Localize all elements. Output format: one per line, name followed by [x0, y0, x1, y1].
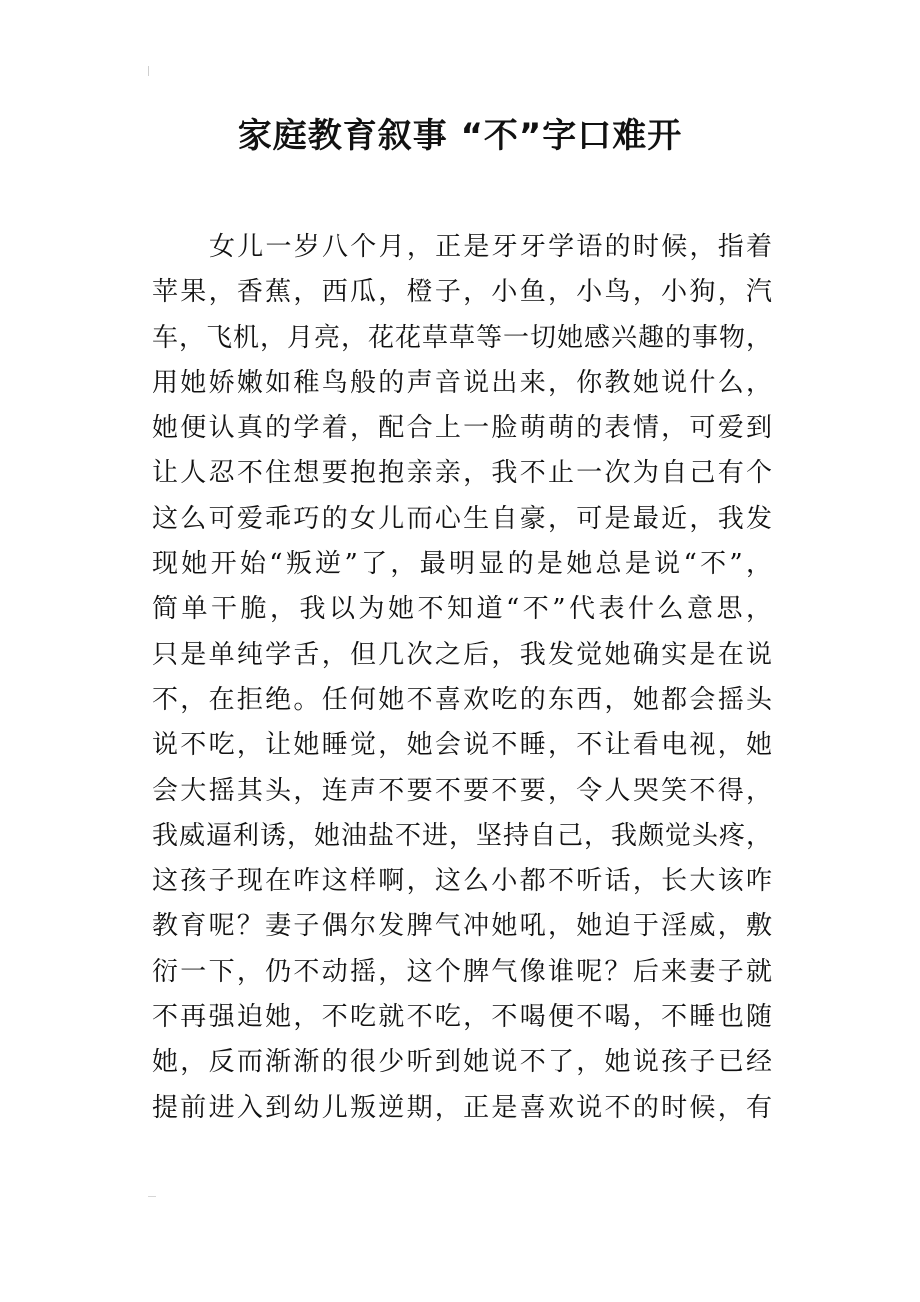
text-line: 简单干脆，我以为她不知道“不”代表什么意思， [152, 594, 772, 625]
text-line: 现她开始“叛逆”了，最明显的是她总是说“不”， [152, 549, 772, 580]
text-line: 不，在拒绝。任何她不喜欢吃的东西，她都会摇头 [152, 684, 772, 715]
text-line: 这么可爱乖巧的女儿而心生自豪，可是最近，我发 [152, 503, 772, 534]
body-paragraph [152, 225, 772, 1131]
document-title: 家庭教育叙事 “不”字口难开 [237, 116, 683, 156]
crop-mark-top [148, 66, 155, 76]
text-line: 车，飞机，月亮，花花草草等一切她感兴趣的事物， [152, 322, 772, 353]
text-line: 提前进入到幼儿叛逆期，正是喜欢说不的时候，有 [152, 1092, 772, 1123]
text-line: 只是单纯学舌，但几次之后，我发觉她确实是在说 [152, 639, 772, 670]
text-line: 女儿一岁八个月，正是牙牙学语的时候，指着 [209, 232, 772, 262]
text-line: 她便认真的学着，配合上一脸萌萌的表情，可爱到 [152, 413, 772, 444]
crop-mark-bottom [148, 1190, 156, 1197]
text-line: 说不吃，让她睡觉，她会说不睡，不让看电视，她 [152, 730, 772, 761]
text-line: 会大摇其头，连声不要不要不要，令人哭笑不得， [152, 775, 772, 806]
text-line: 不再强迫她，不吃就不吃，不喝便不喝，不睡也随 [152, 1002, 772, 1033]
text-line: 她，反而渐渐的很少听到她说不了，她说孩子已经 [152, 1047, 772, 1078]
text-line: 让人忍不住想要抱抱亲亲，我不止一次为自己有个 [152, 458, 772, 489]
text-line: 这孩子现在咋这样啊，这么小都不听话，长大该咋 [152, 866, 772, 897]
text-line: 教育呢？妻子偶尔发脾气冲她吼，她迫于淫威，敷 [152, 911, 772, 942]
text-line: 衍一下，仍不动摇，这个脾气像谁呢？后来妻子就 [152, 956, 772, 987]
text-line: 用她娇嫩如稚鸟般的声音说出来，你教她说什么， [152, 367, 772, 398]
text-line: 苹果，香蕉，西瓜，橙子，小鱼，小鸟，小狗，汽 [152, 277, 772, 308]
text-line: 我威逼利诱，她油盐不进，坚持自己，我颇觉头疼， [152, 820, 772, 851]
